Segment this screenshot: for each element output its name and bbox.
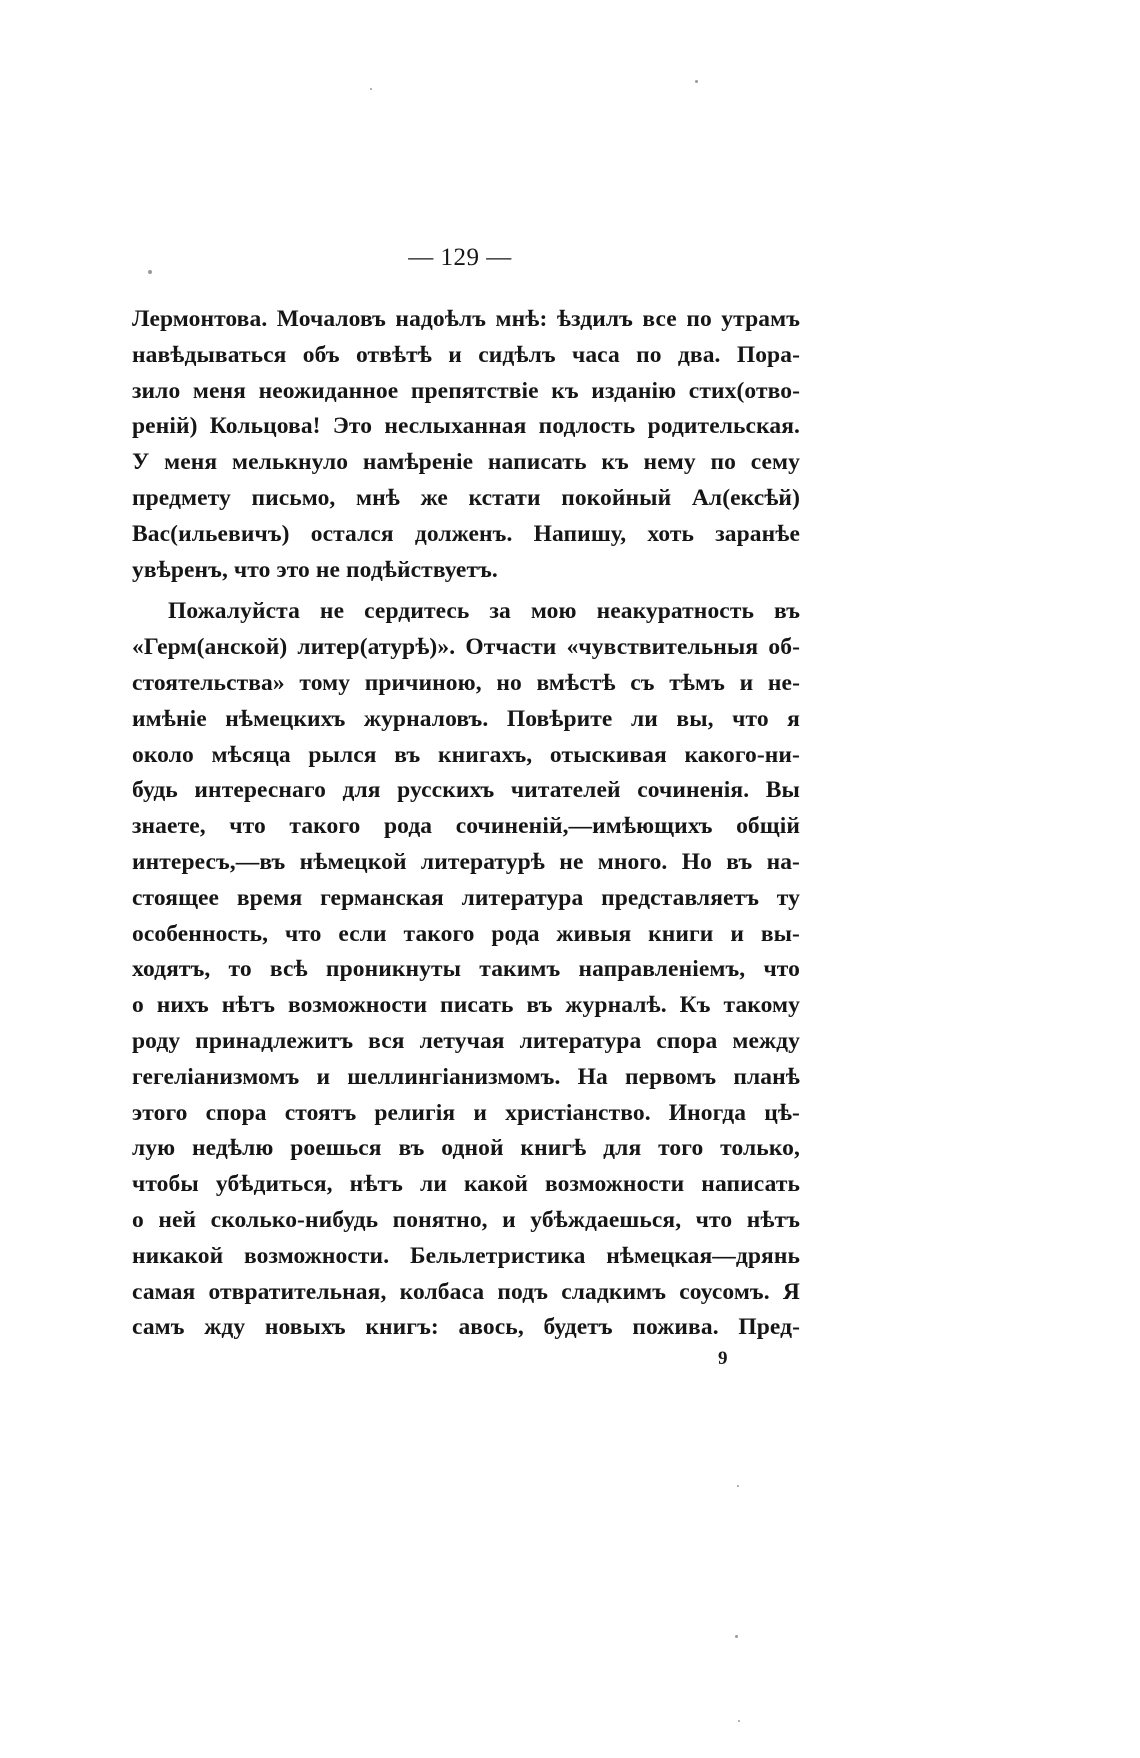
scan-speck bbox=[737, 1485, 739, 1487]
scan-speck bbox=[148, 270, 152, 274]
text-line: стоящее время германская литература представляетъ ту bbox=[132, 884, 800, 911]
page-number: — 129 — bbox=[408, 244, 512, 271]
text-line: около мѣсяца рылся въ книгахъ, отыскивая какого-ни- bbox=[132, 741, 800, 768]
scan-speck bbox=[738, 1720, 740, 1722]
text-line: роду принадлежитъ вся летучая литература спора между bbox=[132, 1027, 800, 1054]
text-line: стоятельства» тому причиною, но вмѣстѣ съ тѣмъ и не- bbox=[132, 669, 800, 696]
text-line: зило меня неожиданное препятствіе къ изданію стих(отво- bbox=[132, 377, 800, 404]
text-line: реній) Кольцова! Это неслыханная подлость родительская. bbox=[132, 413, 800, 440]
text-line: У меня мелькнуло намѣреніе написать къ нему по сему bbox=[132, 449, 800, 476]
text-line: ходятъ, то всѣ проникнуты такимъ направленіемъ, что bbox=[132, 956, 800, 983]
text-line: будь интереснаго для русскихъ читателей сочиненія. Вы bbox=[132, 777, 800, 804]
text-line: особенность, что если такого рода живыя книги и вы- bbox=[132, 920, 800, 947]
text-line: навѣдываться объ отвѣтѣ и сидѣлъ часа по два. Пора- bbox=[132, 341, 800, 368]
text-line: знаете, что такого рода сочиненій,—имѣющихъ общій bbox=[132, 813, 800, 840]
text-line: увѣренъ, что это не подѣйствуетъ. bbox=[132, 556, 498, 583]
paragraph bbox=[132, 594, 800, 1346]
signature-mark: 9 bbox=[718, 1348, 728, 1369]
body-text bbox=[132, 302, 800, 1346]
text-line: имѣніе нѣмецкихъ журналовъ. Повѣрите ли вы, что я bbox=[132, 705, 800, 732]
text-line: никакой возможности. Бельлетристика нѣмецкая—дрянь bbox=[132, 1242, 800, 1269]
scan-speck bbox=[735, 1635, 738, 1638]
paragraph bbox=[132, 302, 800, 588]
text-line: этого спора стоятъ религія и христіанство. Иногда цѣ- bbox=[132, 1099, 800, 1126]
scan-speck bbox=[370, 88, 372, 90]
text-line: лую недѣлю роешься въ одной книгѣ для того только, bbox=[132, 1135, 800, 1162]
scan-speck bbox=[695, 80, 698, 83]
text-line: Вас(ильевичъ) остался долженъ. Напишу, хоть заранѣе bbox=[132, 520, 800, 547]
text-line: самъ жду новыхъ книгъ: авось, будетъ пожива. Пред- bbox=[132, 1314, 800, 1341]
text-line: Лермонтова. Мочаловъ надоѣлъ мнѣ: ѣздилъ все по утрамъ bbox=[132, 306, 800, 332]
text-line: гегеліанизмомъ и шеллингіанизмомъ. На первомъ планѣ bbox=[132, 1063, 800, 1090]
text-line: о ней сколько-нибудь понятно, и убѣждаешься, что нѣтъ bbox=[132, 1206, 800, 1233]
text-line: чтобы убѣдиться, нѣтъ ли какой возможности написать bbox=[132, 1171, 800, 1198]
text-line: интересъ,—въ нѣмецкой литературѣ не много. Но въ на- bbox=[132, 848, 800, 875]
text-line: о нихъ нѣтъ возможности писать въ журналѣ. Къ такому bbox=[132, 992, 800, 1019]
text-line: Пожалуйста не сердитесь за мою неакуратность въ bbox=[168, 598, 800, 625]
text-line: предмету письмо, мнѣ же кстати покойный Ал(ексѣй) bbox=[132, 484, 800, 511]
text-line: «Герм(анской) литер(атурѣ)». Отчасти «чувствительныя об- bbox=[132, 634, 800, 661]
text-line: самая отвратительная, колбаса подъ сладкимъ соусомъ. Я bbox=[132, 1278, 800, 1305]
